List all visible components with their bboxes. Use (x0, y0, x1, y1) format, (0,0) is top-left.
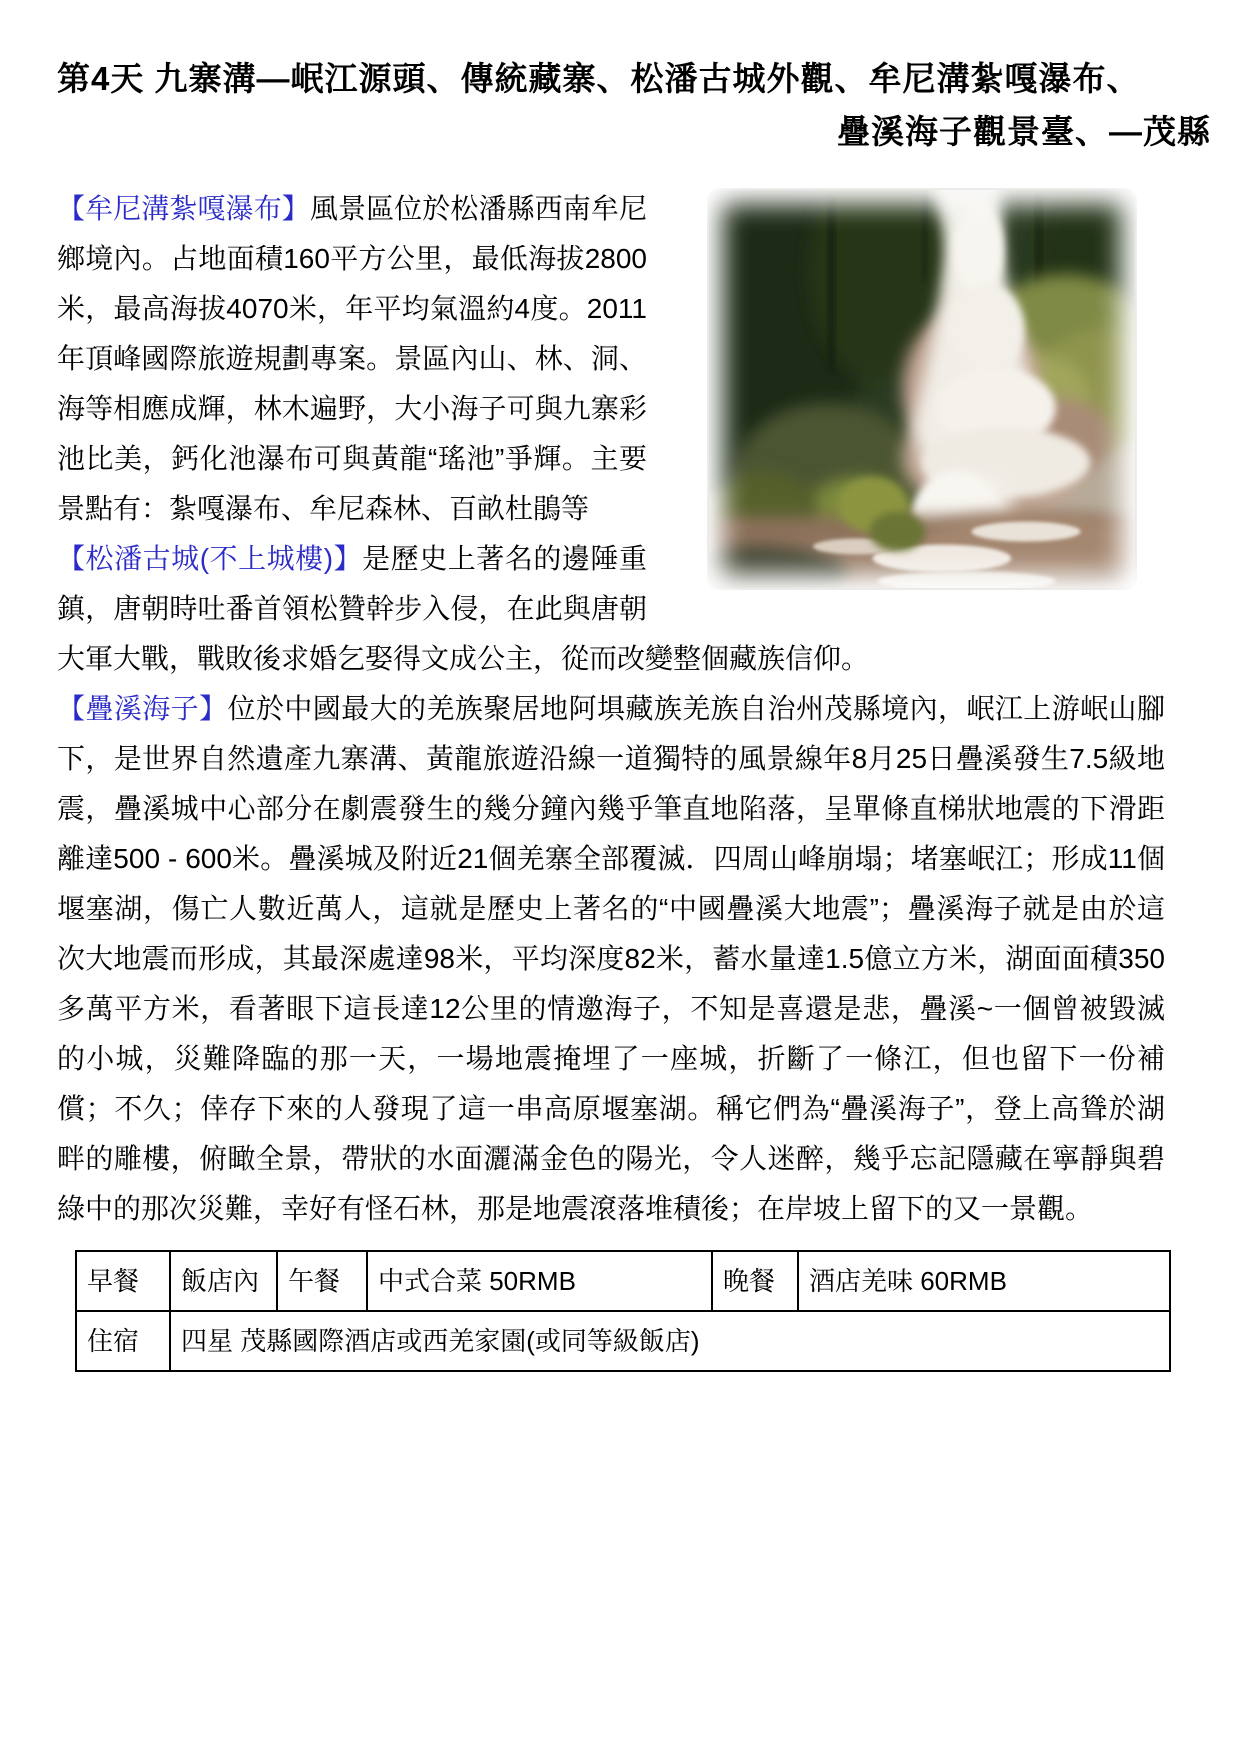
dinner-value: 酒店羌味 60RMB (798, 1251, 1170, 1311)
waterfall-photo-art (707, 188, 1137, 590)
waterfall-photo-svg (709, 190, 1135, 588)
lunch-value: 中式合菜 50RMB (367, 1251, 712, 1311)
paragraph-diexi-text: 位於中國最大的羌族聚居地阿埧藏族羌族自治州茂縣境內，岷江上游岷山腳下，是世界自然遺產九寨溝、黃龍旅遊沿線一道獨特的風景線年8月25日疊溪發生7.5級地震，疊溪城中心部分在劇震發生的幾分鐘內幾乎筆直地陷落，呈單條直梯狀地震的下滑距離達500 - 600米。疊溪城及附近21個羌寨全部覆滅．四周山峰崩塌；堵塞岷江；形成11個堰塞湖，傷亡人數近萬人，這就是歷史上著名的“中國疊溪大地震”；疊溪海子就是由於這次大地震而形成，其最深處達98米，平均深度82米，蓄水量達1.5億立方米，湖面面積350多萬平方米，看著眼下這長達12公里的情邀海子，不知是喜還是悲，疊溪~一個曾被毀滅的小城，災難降臨的那一天，一場地震掩埋了一座城，折斷了一條江，但也留下一份補償；不久；倖存下來的人發現了這一串高原堰塞湖。稱它們為“疊溪海子”，登上高聳於湖畔的雕樓，俯瞰全景，帶狀的水面灑滿金色的陽光，令人迷醉，幾乎忘記隱藏在寧靜與碧綠中的那次災難，幸好有怪石林，那是地震滾落堆積後；在岸坡上留下的又一景觀。 (57, 693, 1165, 1224)
paragraph-songpan-text: 是歷史上著名的邊陲重鎮，唐朝時吐番首領松贊幹步入侵，在此與唐朝大軍大戰，戰敗後求婚乞娶得文成公主，從而改變整個藏族信仰。 (57, 543, 870, 674)
page-title-line-1: 第4天 九寨溝—岷江源頭、傳統藏寨、松潘古城外觀、牟尼溝紮嘎瀑布、 (57, 60, 1141, 97)
meal-lodging-table (75, 1250, 1171, 1372)
lunch-label: 午餐 (277, 1251, 367, 1311)
paragraph-muni-gou-text: 風景區位於松潘縣西南牟尼鄉境內。占地面積160平方公里，最低海拔2800米，最高海拔4070米，年平均氣溫約4度。2011年頂峰國際旅遊規劃專案。景區內山、林、洞、海等相應成輝，林木遍野，大小海子可與九寨彩池比美，鈣化池瀑布可與黃龍“瑤池”爭輝。主要景點有：紮嘎瀑布、牟尼森林、百畝杜鵑等 (57, 193, 647, 524)
breakfast-value: 飯店內 (170, 1251, 277, 1311)
table-row-lodging (76, 1311, 1170, 1371)
section-heading-muni-gou: 【牟尼溝紮嘎瀑布】 (57, 193, 310, 224)
section-heading-songpan: 【松潘古城(不上城樓)】 (57, 543, 363, 574)
lodging-label: 住宿 (76, 1311, 170, 1371)
paragraph-diexi (57, 684, 1165, 1234)
body-text (57, 184, 1165, 1372)
waterfall-photo (707, 188, 1137, 590)
breakfast-label: 早餐 (76, 1251, 170, 1311)
lodging-value: 四星 茂縣國際酒店或西羌家園(或同等級飯店) (170, 1311, 1170, 1371)
section-heading-diexi: 【疊溪海子】 (57, 693, 228, 724)
dinner-label: 晚餐 (712, 1251, 798, 1311)
page-title-line-2: 疊溪海子觀景臺、—茂縣 (837, 113, 1211, 150)
table-row-meals (76, 1251, 1170, 1311)
page-title (0, 0, 1241, 158)
